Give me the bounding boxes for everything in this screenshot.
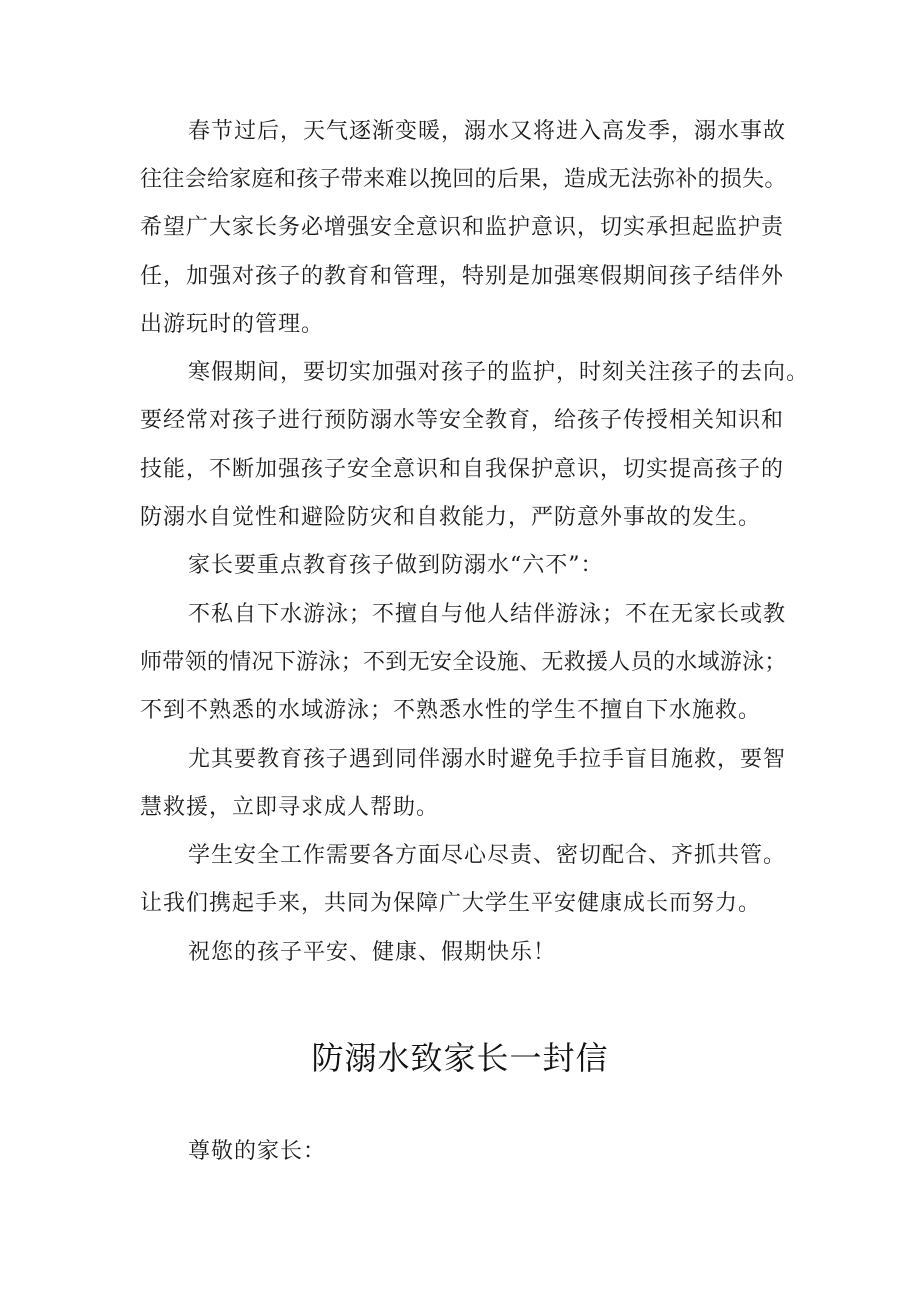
paragraph-1-line-4: 任，加强对孩子的教育和管理，特别是加强寒假期间孩子结伴外 <box>140 264 785 289</box>
paragraph-7-line-1: 祝您的孩子平安、健康、假期快乐！ <box>188 940 557 965</box>
paragraph-3-line-1: 家长要重点教育孩子做到防溺水“六不”： <box>188 553 604 578</box>
paragraph-2-line-1: 寒假期间，要切实加强对孩子的监护，时刻关注孩子的去向。 <box>188 360 810 385</box>
paragraph-1-line-3: 希望广大家长务必增强安全意识和监护意识，切实承担起监护责 <box>140 215 785 240</box>
letter-title: 防溺水致家长一封信 <box>311 1039 609 1077</box>
paragraph-6-line-2: 让我们携起手来，共同为保障广大学生平安健康成长而努力。 <box>140 891 762 916</box>
paragraph-2-line-3: 技能，不断加强孩子安全意识和自我保护意识，切实提高孩子的 <box>140 457 785 482</box>
paragraph-4-line-2: 师带领的情况下游泳；不到无安全设施、无救援人员的水域游泳； <box>140 650 787 675</box>
paragraph-1-line-5: 出游玩时的管理。 <box>140 312 325 337</box>
paragraph-1-line-2: 往往会给家庭和孩子带来难以挽回的后果，造成无法弥补的损失。 <box>140 167 787 192</box>
paragraph-5-line-1: 尤其要教育孩子遇到同伴溺水时避免手拉手盲目施救，要智 <box>188 747 787 772</box>
paragraph-2-line-2: 要经常对孩子进行预防溺水等安全教育，给孩子传授相关知识和 <box>140 408 785 433</box>
paragraph-4-line-3: 不到不熟悉的水域游泳；不熟悉水性的学生不擅自下水施救。 <box>140 698 762 723</box>
paragraph-1-line-1: 春节过后，天气逐渐变暖，溺水又将进入高发季，溺水事故 <box>188 119 787 144</box>
paragraph-5-line-2: 慧救援，立即寻求成人帮助。 <box>140 795 440 820</box>
paragraph-6-line-1: 学生安全工作需要各方面尽心尽责、密切配合、齐抓共管。 <box>188 843 787 868</box>
paragraph-2-line-4: 防溺水自觉性和避险防灾和自救能力，严防意外事故的发生。 <box>140 505 762 530</box>
salutation: 尊敬的家长： <box>188 1139 327 1164</box>
paragraph-4-line-1: 不私自下水游泳；不擅自与他人结伴游泳；不在无家长或教 <box>188 602 787 627</box>
